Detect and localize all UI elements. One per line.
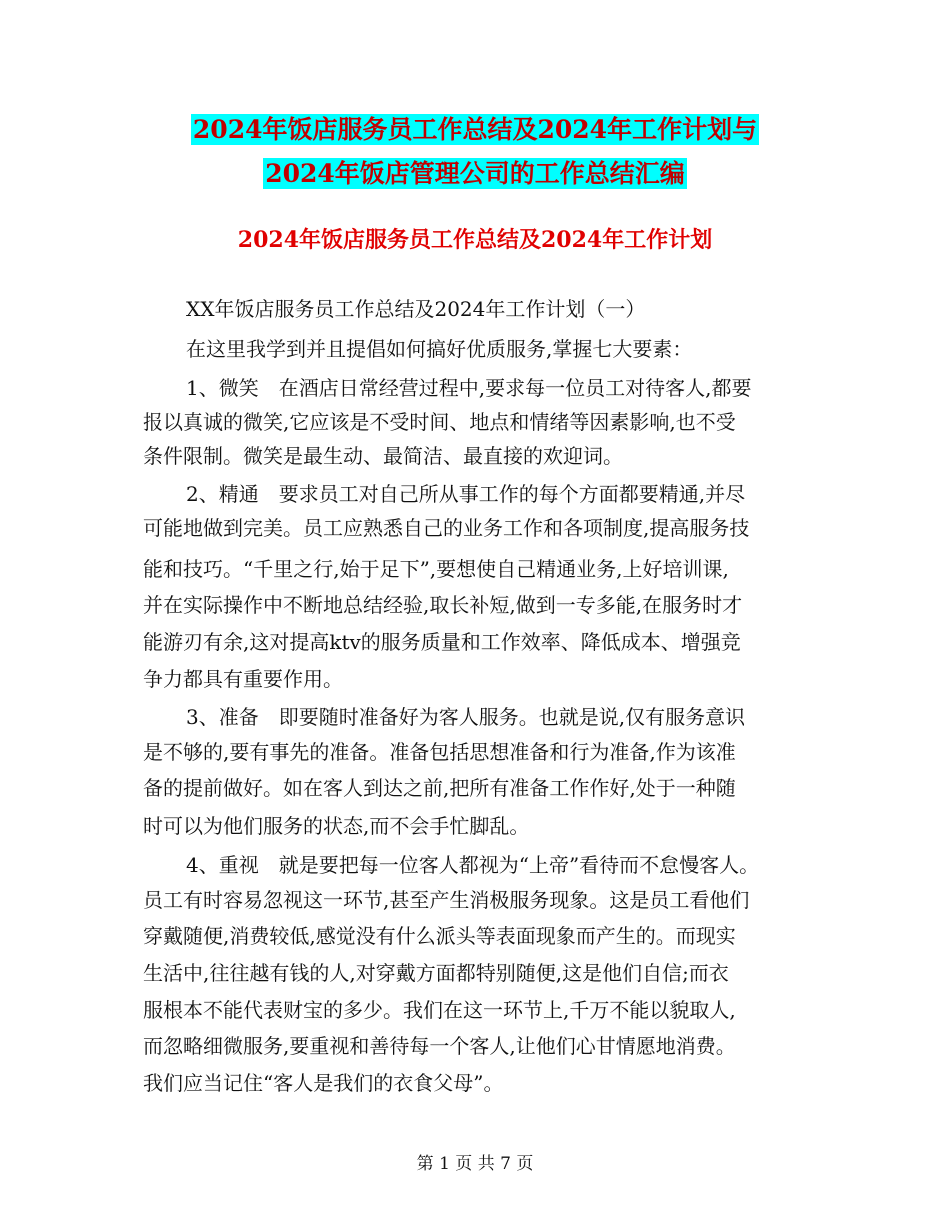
body-line: 穿戴随便,消费较低,感觉没有什么派头等表面现象而产生的。而现实	[143, 924, 736, 948]
body-line: 服根本不能代表财宝的多少。我们在这一环节上,千万不能以貌取人,	[143, 998, 736, 1022]
body-line: 1、微笑 在酒店日常经营过程中,要求每一位员工对待客人,都要	[186, 376, 752, 400]
body-line: 备的提前做好。如在客人到达之前,把所有准备工作作好,处于一种随	[143, 776, 736, 800]
body-line: 在这里我学到并且提倡如何搞好优质服务,掌握七大要素：	[186, 337, 693, 361]
body-line: 时可以为他们服务的状态,而不会手忙脚乱。	[143, 814, 530, 838]
body-line: 能游刃有余,这对提高ktv的服务质量和工作效率、降低成本、增强竞	[143, 630, 741, 654]
body-line: XX年饭店服务员工作总结及2024年工作计划（一）	[186, 297, 646, 321]
body-line: 条件限制。微笑是最生动、最简洁、最直接的欢迎词。	[143, 444, 623, 468]
body-line: 而忽略细微服务,要重视和善待每一个客人,让他们心甘情愿地消费。	[143, 1034, 736, 1058]
document-title-line-2	[0, 156, 950, 192]
title-line-2-text: 2024年饭店管理公司的工作总结汇编	[265, 159, 685, 188]
body-line: 争力都具有重要作用。	[143, 667, 343, 691]
body-line: 生活中,往往越有钱的人,对穿戴方面都特别随便,这是他们自信;而衣	[143, 961, 729, 985]
body-line: 员工有时容易忽视这一环节,甚至产生消极服务现象。这是员工看他们	[143, 888, 750, 912]
body-line: 报以真诚的微笑,它应该是不受时间、地点和情绪等因素影响,也不受	[143, 410, 736, 434]
body-line: 3、准备 即要随时准备好为客人服务。也就是说,仅有服务意识	[186, 705, 746, 729]
body-line: 我们应当记住“客人是我们的衣食父母”。	[143, 1071, 504, 1095]
body-line: 是不够的,要有事先的准备。准备包括思想准备和行为准备,作为该准	[143, 740, 736, 764]
page-footer: 第 1 页 共 7 页	[416, 1154, 534, 1174]
body-line: 能和技巧。“千里之行,始于足下”,要想使自己精通业务,上好培训课,	[143, 557, 729, 581]
body-line: 可能地做到完美。员工应熟悉自己的业务工作和各项制度,提高服务技	[143, 516, 750, 540]
body-line: 并在实际操作中不断地总结经验,取长补短,做到一专多能,在服务时才	[143, 593, 743, 617]
section-heading: 2024年饭店服务员工作总结及2024年工作计划	[237, 227, 713, 253]
body-line: 4、重视 就是要把每一位客人都视为“上帝”看待而不怠慢客人。	[186, 853, 760, 877]
title-line-1-text: 2024年饭店服务员工作总结及2024年工作计划与	[192, 115, 758, 144]
document-title-line-1	[0, 112, 950, 148]
body-line: 2、精通 要求员工对自己所从事工作的每个方面都要精通,并尽	[186, 482, 746, 506]
